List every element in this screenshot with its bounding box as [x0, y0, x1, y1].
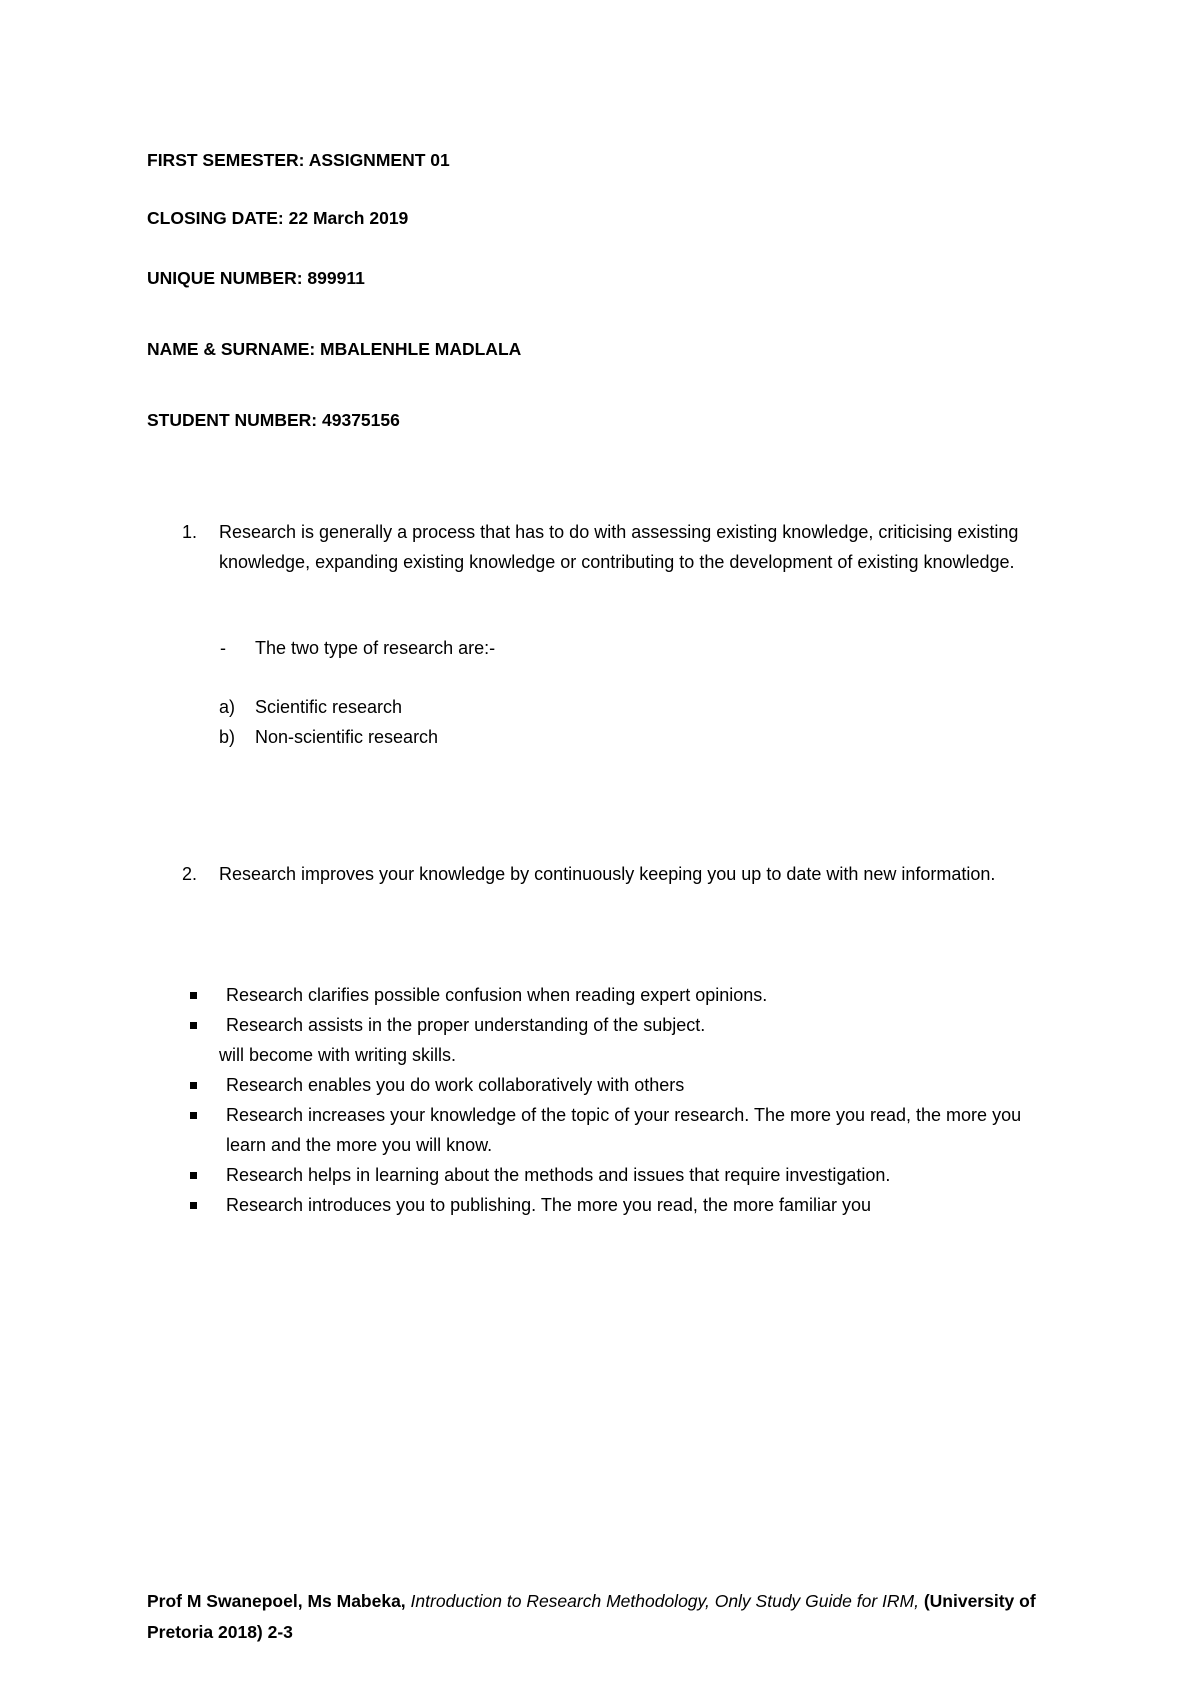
benefits-list — [147, 980, 1047, 1220]
list-marker: a) — [219, 697, 236, 717]
list-item-text: Research clarifies possible confusion when reading expert opinions. — [226, 985, 768, 1005]
list-item — [147, 980, 1047, 1010]
question-1 — [147, 517, 1047, 577]
bullet-marker — [190, 1082, 197, 1089]
list-item — [147, 1160, 1047, 1190]
footer-authors: Prof M Swanepoel, Ms Mabeka, — [147, 1591, 406, 1611]
footer-publisher: (University of Pretoria 2018) 2-3 — [147, 1591, 1036, 1642]
reference-footer — [147, 1586, 1067, 1648]
bullet-marker — [190, 1172, 197, 1179]
footer-title: Introduction to Research Methodology, Only Study Guide for IRM, — [410, 1591, 919, 1611]
assignment-title: FIRST SEMESTER: ASSIGNMENT 01 — [147, 150, 450, 170]
question-1-number: 1. — [182, 522, 198, 542]
list-item-text: Research assists in the proper understanding of the subject. — [226, 1015, 706, 1035]
list-item-text: Scientific research — [255, 697, 403, 717]
list-item — [147, 1190, 1047, 1220]
list-item-text: Research increases your knowledge of the topic of your research. The more you read, the more you learn and the more you will know. — [226, 1105, 1022, 1155]
dash-marker: - — [220, 638, 226, 658]
list-item-text: Research enables you do work collaboratively with others — [226, 1075, 685, 1095]
list-item — [147, 1070, 1047, 1100]
dash-text: The two type of research are:- — [255, 638, 496, 658]
list-item-text: Research helps in learning about the methods and issues that require investigation. — [226, 1165, 891, 1185]
list-item — [147, 692, 1047, 722]
bullet-marker — [190, 1202, 197, 1209]
research-types-intro — [147, 633, 1047, 663]
student-number: STUDENT NUMBER: 49375156 — [147, 410, 400, 430]
list-item — [147, 722, 1047, 752]
list-item-text: Non-scientific research — [255, 727, 439, 747]
question-1-answer — [147, 517, 1047, 577]
list-item-text: Research introduces you to publishing. The more you read, the more familiar you — [226, 1195, 872, 1215]
bullet-marker — [190, 1112, 197, 1119]
question-2-answer — [147, 859, 1047, 889]
unique-number: UNIQUE NUMBER: 899911 — [147, 268, 365, 288]
question-2 — [147, 859, 1047, 889]
student-name: NAME & SURNAME: MBALENHLE MADLALA — [147, 339, 522, 359]
list-marker: b) — [219, 727, 236, 747]
bullet-marker — [190, 992, 197, 999]
research-types-list — [147, 692, 1047, 752]
dash-item — [147, 633, 1047, 663]
question-1-text: Research is generally a process that has to do with assessing existing knowledge, criticising existing knowledge, expanding existing knowledge or contributing to the development of existing knowledge. — [219, 522, 1019, 572]
continuation-line: will become with writing skills. — [219, 1045, 457, 1065]
list-item — [147, 1100, 1047, 1160]
closing-date: CLOSING DATE: 22 March 2019 — [147, 208, 409, 228]
question-2-number: 2. — [182, 864, 198, 884]
list-item — [147, 1010, 1047, 1040]
bullet-marker — [190, 1022, 197, 1029]
question-2-text: Research improves your knowledge by continuously keeping you up to date with new information. — [219, 864, 996, 884]
